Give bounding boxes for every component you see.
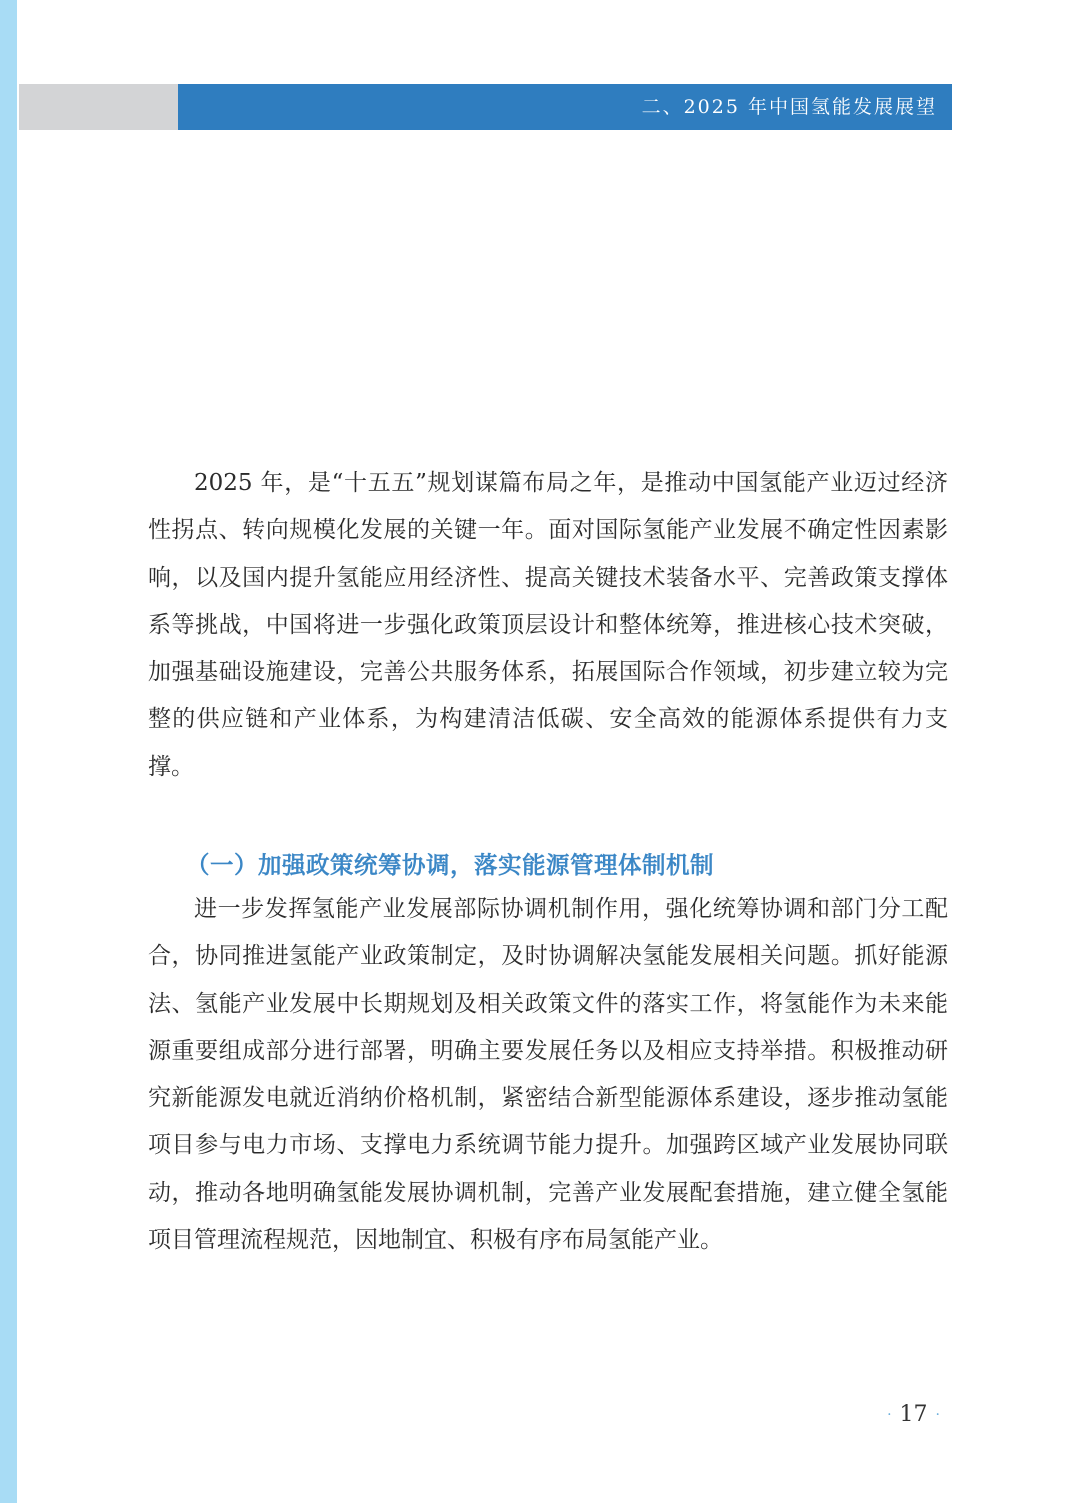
left-dot-ornament: ·: [887, 1407, 892, 1423]
page-number-footer: [879, 1400, 948, 1430]
page-number: 17: [899, 1402, 928, 1427]
side-color-strip: [0, 0, 17, 1503]
header-gray-block: [19, 84, 178, 130]
header-bar: [178, 84, 952, 130]
right-dot-ornament: ·: [935, 1407, 940, 1423]
body-paragraph-2: 进一步发挥氢能产业发展部际协调机制作用，强化统筹协调和部门分工配合，协同推进氢能产业政策制定，及时协调解决氢能发展相关问题。抓好能源法、氢能产业发展中长期规划及相关政策文件的落实工作，将氢能作为未来能源重要组成部分进行部署，明确主要发展任务以及相应支持举措。积极推动研究新能源发电就近消纳价格机制，紧密结合新型能源体系建设，逐步推动氢能项目参与电力市场、支撑电力系统调节能力提升。加强跨区域产业发展协同联动，推动各地明确氢能发展协调机制，完善产业发展配套措施，建立健全氢能项目管理流程规范，因地制宜、积极有序布局氢能产业。: [148, 896, 948, 1254]
section-heading: （一）加强政策统筹协调，落实能源管理体制机制: [186, 851, 714, 879]
chapter-title: 二、2025 年中国氢能发展展望: [641, 96, 937, 118]
body-paragraph-1: 2025 年，是“十五五”规划谋篇布局之年，是推动中国氢能产业迈过经济性拐点、转向规模化发展的关键一年。面对国际氢能产业发展不确定性因素影响，以及国内提升氢能应用经济性、提高关键技术装备水平、完善政策支撑体系等挑战，中国将进一步强化政策顶层设计和整体统筹，推进核心技术突破，加强基础设施建设，完善公共服务体系，拓展国际合作领域，初步建立较为完整的供应链和产业体系，为构建清洁低碳、安全高效的能源体系提供有力支撑。: [148, 470, 948, 780]
